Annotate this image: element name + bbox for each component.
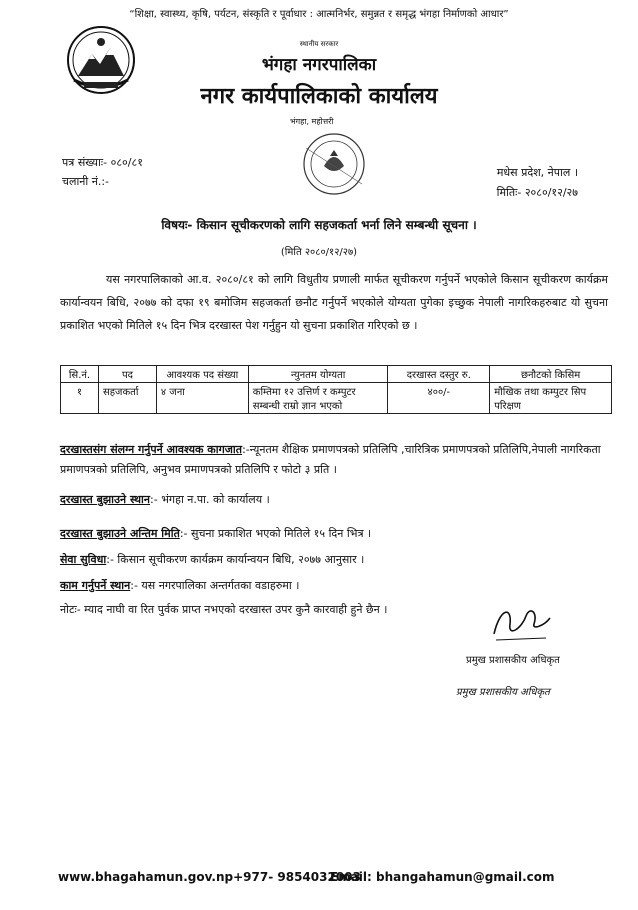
header-motto: “शिक्षा, स्वास्थ्य, कृषि, पर्यटन, संस्कृति र पूर्वाधार : आत्मनिर्भर, समुन्नत र समृद्ध भंगहा निर्माणको आधार” bbox=[129, 9, 509, 20]
letter-date: मितिः- २०८०/१२/२७ bbox=[496, 186, 578, 199]
table-cell: ४ जना bbox=[156, 383, 248, 414]
submission-deadline bbox=[60, 524, 612, 544]
submission-place-label: दरखास्त बुझाउने स्थान bbox=[60, 493, 151, 506]
table-header-row bbox=[61, 366, 612, 383]
submission-place-text: :- भंगहा न.पा. को कार्यालय । bbox=[150, 493, 270, 506]
notice-subject: विषयः- किसान सूचीकरणको लागि सहजकर्ता भर्ना लिने सम्बन्धी सूचना । bbox=[161, 218, 477, 232]
office-name: नगर कार्यपालिकाको कार्यालय bbox=[200, 84, 438, 109]
signature bbox=[486, 598, 556, 646]
table-cell: मौखिक तथा कम्पुटर सिप परिक्षण bbox=[490, 383, 612, 414]
notice-date: (मिति २०८०/१२/२७) bbox=[280, 247, 358, 258]
table-cell: कम्तिमा १२ उत्तिर्ण र कम्पुटर सम्बन्धी राम्रो ज्ञान भएको bbox=[248, 383, 388, 414]
submission-deadline-label: दरखास्त बुझाउने अन्तिम मिति bbox=[60, 527, 180, 540]
dispatch-number: चलानी नं.:- bbox=[62, 175, 110, 188]
table-cell: ४००/- bbox=[388, 383, 490, 414]
submission-place bbox=[60, 490, 612, 510]
note-text: नोटः- म्याद नाघी वा रित पुर्वक प्राप्त नभएको दरखास्त उपर कुनै कारवाही हुने छैन । bbox=[60, 603, 388, 616]
vacancy-table bbox=[60, 365, 612, 414]
work-place-text: :- यस नगरपालिका अन्तर्गतका वडाहरुमा । bbox=[130, 579, 300, 592]
table-cell: १ bbox=[61, 383, 99, 414]
required-documents bbox=[60, 440, 612, 480]
letter-number: पत्र संख्याः- ०८०/८१ bbox=[62, 156, 143, 169]
table-row bbox=[61, 383, 612, 414]
work-place bbox=[60, 576, 612, 596]
government-label: स्थानीय सरकार bbox=[299, 40, 339, 48]
table-header-cell: छनौटको किसिम bbox=[490, 366, 612, 383]
service-facility-text: :- किसान सूचीकरण कार्यक्रम कार्यान्वयन बिधि, २०७७ आनुसार । bbox=[106, 553, 365, 566]
notice-body: यस नगरपालिकाको आ.व. २०८०/८१ को लागि विधुतीय प्रणाली मार्फत सूचीकरण गर्नुपर्ने भएकोले किसान सूचीकरण कार्यक्रम कार्यान्वयन बिधि, २०७७ को दफा १९ बमोजिम सहजकर्ता छनौट गर्नुपर्ने भएकोले योग्यता पुगेका इच्छुक नेपाली नागरिकहरुबाट यो सुचना प्रकाशित भएको मितिले १५ दिन भित्र दरखास्त पेश गर्नुहुन यो सुचना प्रकाशित गरिएको छ । bbox=[60, 273, 608, 332]
table-header-cell: दरखास्त दस्तुर रु. bbox=[388, 366, 490, 383]
footer-email: Email: bhangahamun@gmail.com bbox=[330, 870, 555, 884]
work-place-label: काम गर्नुपर्ने स्थान bbox=[60, 579, 131, 592]
province-text: मधेस प्रदेश, नेपाल । bbox=[496, 166, 578, 179]
table-header-cell: न्युनतम योग्यता bbox=[248, 366, 388, 383]
footer-website-phone: www.bhagahamun.gov.np+977- 9854032003 bbox=[58, 870, 361, 884]
submission-deadline-text: :- सुचना प्रकाशित भएको मितिले १५ दिन भित्र । bbox=[179, 527, 372, 540]
required-documents-text: :-न्यूनतम शैक्षिक प्रमाणपत्रको प्रतिलिपि ,चारित्रिक प्रमाणपत्रको प्रतिलिपि,नेपाली नागरिकता प्रमाणपत्रको प्रतिलिपि, अनुभव प्रमाणपत्रको प्रतिलिपि र फोटो ३ प्रति । bbox=[60, 443, 601, 476]
district-stamp-text: भंगहा, महोत्तरी bbox=[290, 117, 334, 126]
service-facility-label: सेवा सुविधा bbox=[60, 553, 107, 566]
signatory-title-stamp: प्रमुख प्रशासकीय अधिकृत bbox=[456, 687, 550, 698]
signatory-title: प्रमुख प्रशासकीय अधिकृत bbox=[466, 655, 560, 666]
service-facility bbox=[60, 550, 612, 570]
municipality-name: भंगहा नगरपालिका bbox=[261, 55, 377, 75]
table-cell: सहजकर्ता bbox=[98, 383, 156, 414]
required-documents-label: दरखास्तसंग संलग्न गर्नुपर्ने आवश्यक कागजात bbox=[60, 443, 243, 456]
table-header-cell: आवश्यक पद संख्या bbox=[156, 366, 248, 383]
table-header-cell: पद bbox=[98, 366, 156, 383]
office-stamp bbox=[286, 126, 382, 206]
table-header-cell: सि.नं. bbox=[61, 366, 99, 383]
